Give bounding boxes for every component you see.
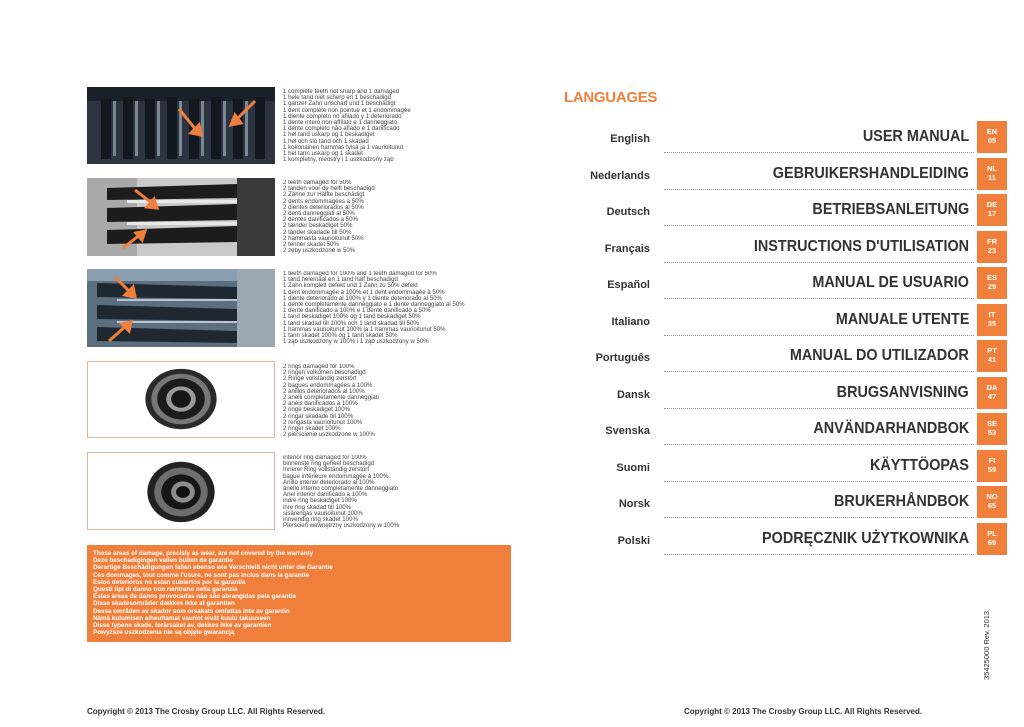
manual-title: USER MANUAL <box>862 128 969 145</box>
caption-line: 2 dientes deteriorados al 50% <box>283 203 364 211</box>
caption-line: anello interno completamente danneggiato <box>283 484 399 492</box>
manual-title: MANUAL DE USUARIO <box>812 274 969 291</box>
caption-line: 2 bagues endommagées à 100% <box>283 381 373 389</box>
tab-page: 17 <box>987 209 997 218</box>
tab-page: 11 <box>988 173 996 182</box>
caption-line: 1 tand beskadiget 100% og 1 tand beskadiget 50% <box>283 313 421 321</box>
warranty-line: Dessa områden av skador som orsakats omfattas inte av garantin <box>93 607 290 615</box>
tab-page: 65 <box>987 501 997 510</box>
manual-title: MANUALE UTENTE <box>835 311 969 328</box>
caption-line: 1 hel och slö tand och 1 skadad <box>283 137 369 145</box>
caption-line: Innerer Ring vollständig zerstört <box>283 466 370 474</box>
caption-line: 2 tænder beskadiget 50% <box>283 222 353 230</box>
caption-line: 2 teeth damaged for 50% <box>283 180 352 186</box>
page-tab-da[interactable] <box>977 377 1007 409</box>
caption-line: 1 tann skadet 100% og 1 tann skadet 50% <box>283 331 398 339</box>
manual-title: GEBRUIKERSHANDLEIDING <box>772 165 969 182</box>
divider <box>664 152 974 153</box>
manual-title: BRUKERHÅNDBOK <box>833 493 969 510</box>
caption-line: Pierścień wewnętrzny uszkodzony w 100% <box>283 522 400 530</box>
manual-title: BETRIEBSANLEITUNG <box>812 201 969 218</box>
language-row-pt[interactable] <box>564 343 974 380</box>
language-name: Polski <box>617 535 650 547</box>
caption-line: 1 kompletny, nieostry i 1 uszkodzony ząb <box>283 156 394 164</box>
page-tab-pt[interactable] <box>977 340 1007 372</box>
divider <box>664 225 974 226</box>
tab-code: DA <box>986 383 998 392</box>
caption-line: 2 zęby uszkodzone w 50% <box>283 247 356 255</box>
warranty-line: Questi tipi di danno non rientrano nella garanzia <box>93 586 238 594</box>
language-row-it[interactable] <box>564 307 974 344</box>
right-page <box>512 0 1024 727</box>
page-tab-se[interactable] <box>977 413 1007 445</box>
language-row-da[interactable] <box>564 380 974 417</box>
tab-page: 47 <box>987 392 997 401</box>
page-tab-pl[interactable] <box>977 523 1007 555</box>
divider <box>664 262 974 263</box>
revision-label: 35425000 Rev. 2013 <box>982 610 991 680</box>
caption-line: 1 ganzer Zahn unscharf und 1 beschädigt <box>283 100 396 108</box>
tab-code: IT <box>988 310 996 319</box>
caption-line: 2 ringe beskadiget 100% <box>283 406 351 414</box>
tab-page: 05 <box>987 136 997 145</box>
language-name: Suomi <box>616 462 650 474</box>
gear-teeth-worn-photo <box>87 87 275 164</box>
caption-line: 1 tand skadad till 100% och 1 tand skadad till 50% <box>283 319 419 327</box>
caption-line: 1 hele tand niet scherp en 1 beschadigd <box>283 94 392 102</box>
tab-page: 59 <box>987 465 997 474</box>
manual-title: MANUAL DO UTILIZADOR <box>790 347 969 364</box>
caption-line: 1 diente completo no afilado y 1 deteriorado <box>283 112 402 120</box>
tab-code: FR <box>987 237 997 246</box>
caption-line: 1 dent complète non pointue et 1 endommagée <box>283 106 411 114</box>
warranty-line: Estas áreas de danos provocadas não são abrangidas pela garantia <box>93 593 296 601</box>
caption-line: 2 Zähne zur Hälfte beschädigt <box>283 191 365 199</box>
manual-title: BRUGSANVISNING <box>836 384 969 401</box>
language-row-fi[interactable] <box>564 453 974 490</box>
tab-code: DE <box>986 200 998 209</box>
divider <box>664 517 974 518</box>
caption-line: sisärengas vaurioitunut 100% <box>283 509 363 517</box>
language-row-es[interactable] <box>564 270 974 307</box>
tab-code: ES <box>986 273 997 282</box>
gear-teeth-broken-photo <box>87 269 275 347</box>
caption-line: 2 pierścienie uszkodzone w 100% <box>283 431 375 439</box>
tab-page: 41 <box>987 355 997 364</box>
caption-line: Anel interior danificado a 100% <box>283 491 368 499</box>
divider <box>664 408 974 409</box>
warranty-line: Powyższe uszkodzenia nie są objęte gwarancją <box>93 629 235 637</box>
caption-line: 2 anelli completamente danneggiati <box>283 393 379 401</box>
warranty-line: Derartige Beschädigungen fallen ebenso wie Verschleiß nicht unter die Garantie <box>93 564 333 572</box>
language-row-fr[interactable] <box>564 234 974 271</box>
caption-line: 1 tand helemaal en 1 tand half beschadigd <box>283 276 398 284</box>
caption-line: 2 rings damaged for 100% <box>283 364 355 370</box>
caption-line: 2 ringer skadet 100% <box>283 424 341 432</box>
languages-title: LANGUAGES <box>564 89 658 106</box>
tab-page: 53 <box>987 428 997 437</box>
page-tab-no[interactable] <box>977 486 1007 518</box>
caption-line: 2 ringen volkomen beschadigd <box>283 369 366 377</box>
language-name: Nederlands <box>590 170 650 182</box>
language-name: English <box>610 133 650 145</box>
manual-title: KÄYTTÖOPAS <box>870 457 969 474</box>
tab-code: PL <box>987 529 997 538</box>
page-tab-de[interactable] <box>977 194 1007 226</box>
caption-line: 2 dentes danificados a 50% <box>283 216 358 224</box>
damage-caption-4 <box>283 364 508 438</box>
divider <box>664 444 974 445</box>
damage-caption-2 <box>283 180 508 254</box>
manual-title: ANVÄNDARHANDBOK <box>813 420 969 437</box>
warranty-line: Ces dommages, tout comme l'usure, ne sont pas inclus dans la garantie <box>93 571 309 579</box>
caption-line: innvendig ring skadet 100% <box>283 515 358 523</box>
damage-caption-3 <box>283 271 508 345</box>
language-name: Italiano <box>611 316 650 328</box>
caption-line: interior ring damaged for 100% <box>283 455 367 461</box>
tab-code: FI <box>988 456 996 465</box>
caption-line: 2 tänder skadade till 50% <box>283 228 352 236</box>
gear-teeth-damaged-photo <box>87 178 275 256</box>
caption-line: 1 dente completamente danneggiato e 1 dente danneggiato al 50% <box>283 300 465 308</box>
tab-page: 69 <box>987 538 997 547</box>
language-name: Norsk <box>618 498 650 510</box>
language-row-nl[interactable] <box>564 161 974 198</box>
divider <box>664 371 974 372</box>
copyright-right: Copyright © 2013 The Crosby Group LLC. All Rights Reserved. <box>684 707 923 716</box>
caption-line: 1 diente deteriorado al 100% y 1 diente deteriorado al 50% <box>283 294 442 302</box>
caption-line: 2 dents endommagées à 50% <box>283 197 364 205</box>
caption-line: 1 dente intero non affilato e 1 danneggiato <box>283 118 398 126</box>
warranty-line: Estos deterioros no están cubiertos por la garantía <box>93 578 246 586</box>
caption-line: 1 ząb uszkodzony w 100% i 1 ząb uszkodzony w 50% <box>283 338 429 346</box>
language-row-pl[interactable] <box>564 526 974 563</box>
divider <box>664 189 974 190</box>
caption-line: 1 hel tann uskarp og 1 skadet <box>283 149 363 157</box>
warranty-line: Nämä kulumisen aiheuttamat vauriot eivät kuulu takuuseen <box>93 614 271 622</box>
caption-line: 1 dent endommagée à 100% et 1 dent endommagée à 50% <box>283 288 445 296</box>
language-row-no[interactable] <box>564 489 974 526</box>
copyright-left: Copyright © 2013 The Crosby Group LLC. All Rights Reserved. <box>87 707 326 716</box>
damage-caption-5 <box>283 455 508 529</box>
tab-code: NO <box>986 492 998 501</box>
page-tab-en[interactable] <box>977 121 1007 153</box>
bearing-interior-ring-photo <box>87 452 275 530</box>
page-tab-es[interactable] <box>977 267 1007 299</box>
caption-line: 1 kokonainen hammas tylsä ja 1 vaurioitunut <box>283 143 404 151</box>
tab-page: 23 <box>987 246 997 255</box>
language-row-se[interactable] <box>564 416 974 453</box>
damage-caption-1 <box>283 89 508 163</box>
caption-line: 1 teeth damaged for 100% and 1 teeth damaged for 50% <box>283 271 437 277</box>
page-tab-nl[interactable] <box>977 158 1007 190</box>
language-name: Deutsch <box>606 206 650 218</box>
language-row-de[interactable] <box>564 197 974 234</box>
caption-line: 2 ringar skadade till 100% <box>283 412 354 420</box>
language-name: Français <box>604 243 650 255</box>
manual-title: INSTRUCTIONS D'UTILISATION <box>753 238 969 255</box>
caption-line: 1 hel tand uskarp og 1 beskadiget <box>283 131 375 139</box>
caption-line: Anillo interior deteriorado al 100% <box>283 478 375 486</box>
caption-line: 2 rengasta vaurioitunut 100% <box>283 418 363 426</box>
caption-line: 2 anillos deteriorados al 100% <box>283 387 365 395</box>
caption-line: 2 anéis danificados a 100% <box>283 400 358 408</box>
caption-line: binnenste ring geheel beschadigd <box>283 460 375 468</box>
tab-code: SE <box>986 419 997 428</box>
caption-line: 2 denti danneggiati al 50% <box>283 209 355 217</box>
page-tab-fi[interactable] <box>977 450 1007 482</box>
caption-line: inre ring skadad till 100% <box>283 503 352 511</box>
caption-line: 1 Zahn komplett defekt und 1 Zahn zu 50% defekt <box>283 282 418 290</box>
divider <box>664 298 974 299</box>
warranty-line: Deze beschadigingen vallen buiten de garantie <box>93 557 233 565</box>
divider <box>664 481 974 482</box>
warranty-line: Disse skadesområder dækkes ikke af garantien <box>93 600 235 608</box>
language-name: Português <box>595 352 650 364</box>
caption-line: bague intérieure endommagée à 100% <box>283 472 389 480</box>
tab-code: NL <box>987 164 997 173</box>
caption-line: 2 Ringe vollständig zerstört <box>283 375 357 383</box>
tab-page: 35 <box>987 319 997 328</box>
language-row-en[interactable] <box>564 124 974 161</box>
caption-line: indre ring beskadiget 100% <box>283 497 357 505</box>
caption-line: 1 dente completo não afiado e 1 danificado <box>283 125 400 133</box>
warranty-notice <box>87 545 511 642</box>
bearing-rings-photo <box>87 361 275 438</box>
warranty-line: Disse typene skade, forårsaket av, dekkes ikke av garantien <box>93 622 272 630</box>
divider <box>664 554 974 555</box>
divider <box>664 335 974 336</box>
caption-line: 2 tanden voor de helft beschadigd <box>283 185 375 193</box>
manual-title: PODRĘCZNIK UŻYTKOWNIKA <box>761 530 969 547</box>
page-tab-fr[interactable] <box>977 231 1007 263</box>
caption-line: 1 complete teeth not sharp and 1 damaged <box>283 89 400 95</box>
tab-page: 29 <box>987 282 997 291</box>
caption-line: 1 dente danificado a 100% e 1 dente danificado a 50% <box>283 307 431 315</box>
tab-code: EN <box>986 127 998 136</box>
page-tab-it[interactable] <box>977 304 1007 336</box>
language-name: Español <box>607 279 650 291</box>
warranty-line: These areas of damage, precisly as wear, are not covered by the warranty <box>93 550 314 557</box>
language-name: Svenska <box>605 425 650 437</box>
language-name: Dansk <box>616 389 650 401</box>
tab-code: PT <box>987 346 997 355</box>
caption-line: 2 tenner skadet 50% <box>283 240 339 248</box>
caption-line: 1 hammas vaurioitunut 100% ja 1 hammas vaurioitunut 50% <box>283 325 446 333</box>
caption-line: 2 hammasta vaurioitunut 50% <box>283 234 364 242</box>
